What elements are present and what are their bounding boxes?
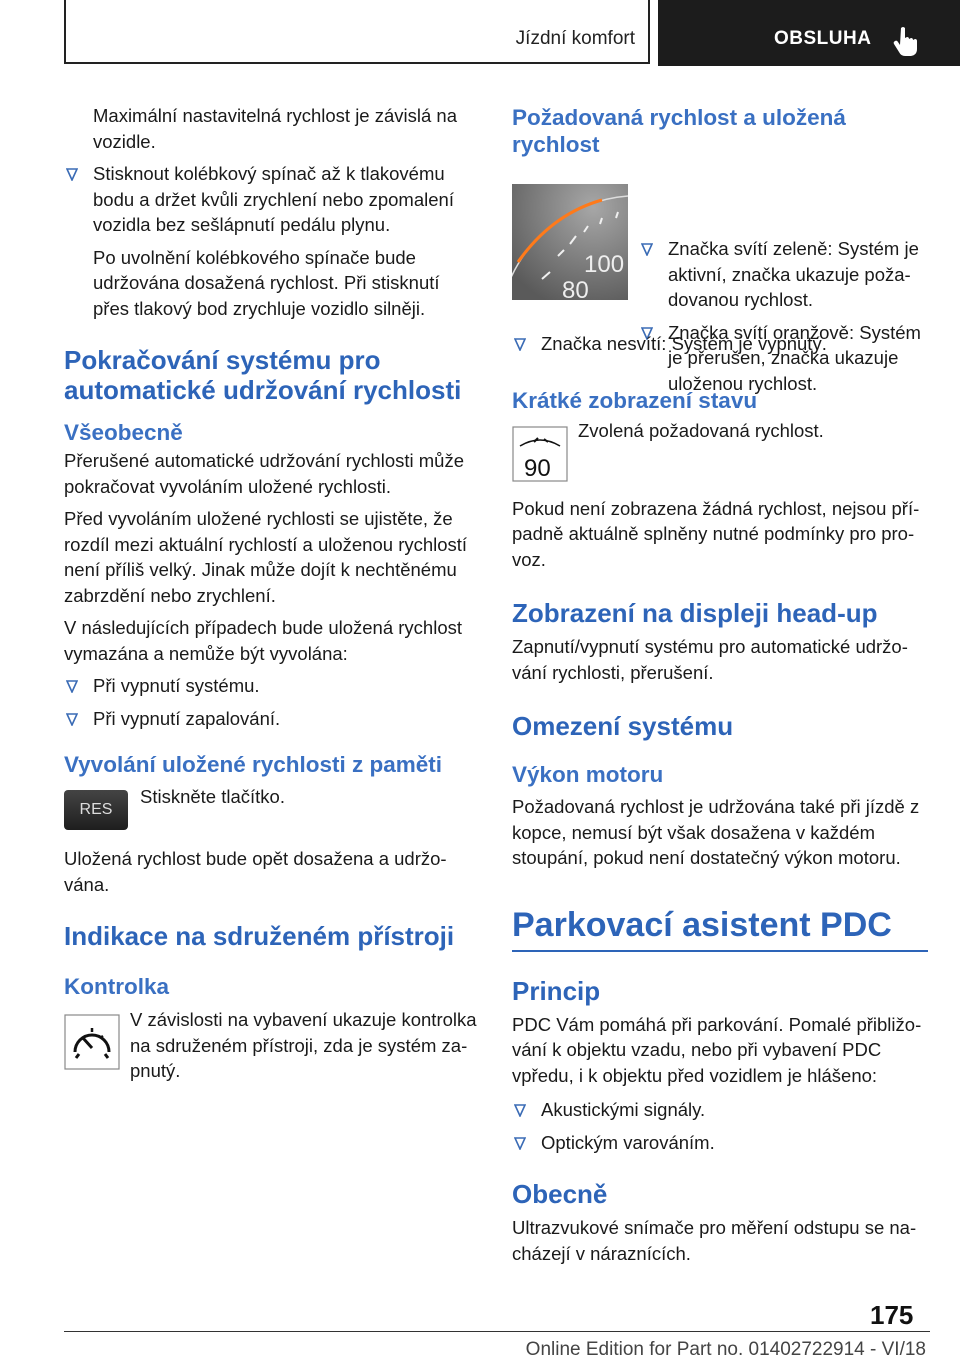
list-item-text: Při vypnutí zapalování. xyxy=(93,707,281,729)
subsection-heading: Kontrolka xyxy=(64,974,170,999)
subsection-heading: Všeobecně xyxy=(64,420,183,445)
speedometer-image xyxy=(512,184,628,300)
hand-pointer-icon xyxy=(893,26,919,56)
status-row xyxy=(512,419,928,496)
subsection-heading: Vyvolání uložené rychlosti z paměti xyxy=(64,752,443,777)
paragraph: Přerušené automatické udržování rychlosti může pokračovat vyvoláním uložené rychlosti. xyxy=(64,450,464,497)
list-item-text: Stisknout kolébkový spínač až k tlakovému bodu a držet kvůli zrychlení nebo zpomalení vozidla bez sešlápnutí pedálu plynu. xyxy=(93,163,454,235)
speed-value: 90 xyxy=(524,454,551,482)
gauge-label-100: 100 xyxy=(584,251,625,278)
paragraph: Po uvolnění kolébkového spínače bude udržována dosažená rychlost. Při stisknutí přes tlakový bod zrychluje vozidlo silněji. xyxy=(93,246,440,319)
header-underline xyxy=(64,62,650,64)
res-button: RES xyxy=(64,790,128,830)
res-row xyxy=(64,786,479,834)
chapter-heading-rule xyxy=(512,950,928,952)
list-item xyxy=(512,1130,928,1156)
cruise-control-indicator-icon xyxy=(64,1014,120,1070)
indicator-text: V závislosti na vybavení ukazuje kontrolka na sdruženém přístroji, zda je systém zapnutý. xyxy=(130,1009,477,1081)
list-item xyxy=(64,673,479,699)
chapter-heading: Parkovací asistent PDC xyxy=(512,905,892,944)
header-divider xyxy=(648,0,650,64)
paragraph: Zapnutí/vypnutí systému pro automatické udržování rychlosti, přerušení. xyxy=(512,636,908,683)
page-number: 175 xyxy=(870,1300,914,1330)
bullet-triangle-icon xyxy=(66,163,78,181)
left-column xyxy=(64,103,479,1090)
edition-note: Online Edition for Part no. 01402722914 - VI/18 xyxy=(525,1339,926,1360)
section-heading: Zobrazení na displeji head-up xyxy=(512,598,878,628)
bullet-triangle-icon xyxy=(514,1132,526,1150)
chapter-title: OBSLUHA xyxy=(774,28,872,49)
subsection-heading: Krátké zobrazení stavu xyxy=(512,387,758,413)
paragraph: Ultrazvukové snímače pro měření odstupu se nacházejí v náraznících. xyxy=(512,1217,917,1264)
bullet-triangle-icon xyxy=(641,238,653,256)
paragraph: Požadovaná rychlost je udržována také při jízdě z kopce, nemusí být však dosažena v každém stoupání, pokud není dostatečný výkon motoru. xyxy=(512,796,920,868)
list-item xyxy=(64,706,479,732)
header-divider xyxy=(64,0,66,62)
bullet-triangle-icon xyxy=(66,708,78,726)
list-item xyxy=(512,1097,928,1123)
list-item-text: Akustickými signály. xyxy=(541,1099,706,1120)
paragraph: V následujících případech bude uložená rychlost vymazána a nemůže být vyvolána: xyxy=(64,617,463,664)
subsection-heading: Výkon motoru xyxy=(512,762,664,787)
bullet-triangle-icon xyxy=(514,1099,526,1117)
list-item-text: Značka svítí oranžově: Systém je přerušen, značka ukazuje uloženou rychlost. xyxy=(668,321,921,394)
status-text: Zvolená požadovaná rychlost. xyxy=(578,419,824,441)
gauge-label-80: 80 xyxy=(562,277,589,300)
set-speed-display-icon xyxy=(512,426,568,482)
section-heading: Omezení systému xyxy=(512,711,734,741)
paragraph: Před vyvoláním uložené rychlosti se ujistěte, že rozdíl mezi aktuální rychlostí a uloženou rychlostí není příliš velký. Jinak může dojít k nechtěnému zabrzdění nebo zrychlení. xyxy=(64,508,468,606)
paragraph: PDC Vám pomáhá při parkování. Pomalé přibližování k objektu vzadu, nebo při vybavení PDC vpředu, i k objektu před vozidlem je hlášeno: xyxy=(512,1013,922,1086)
bullet-triangle-icon xyxy=(66,675,78,693)
paragraph: Pokud není zobrazena žádná rychlost, nejsou případně aktuálně splněny nutné podmínky pro provoz. xyxy=(512,497,920,570)
footer-rule xyxy=(64,1331,930,1332)
section-title: Jízdní komfort xyxy=(515,28,635,49)
indicator-row xyxy=(64,1010,479,1090)
paragraph: Uložená rychlost bude opět dosažena a udržována. xyxy=(64,848,447,895)
section-heading: Pokračování systému pro automatické udržování rychlosti xyxy=(64,345,462,405)
list-item-text: Při vypnutí systému. xyxy=(93,675,260,696)
res-text: Stiskněte tlačítko. xyxy=(140,786,285,807)
section-heading: Obecně xyxy=(512,1179,608,1209)
section-heading: Indikace na sdruženém přístroji xyxy=(64,921,455,951)
section-heading: Princip xyxy=(512,975,601,1006)
list-item xyxy=(639,236,928,313)
right-column xyxy=(512,104,928,1266)
list-item-text: Značka nesvítí: Systém je vypnutý. xyxy=(541,333,827,354)
paragraph: Maximální nastavitelná rychlost je závislá na vozidle. xyxy=(93,105,457,152)
bullet-triangle-icon xyxy=(514,333,526,351)
list-item xyxy=(64,161,479,238)
list-item xyxy=(512,331,928,357)
subsection-heading: Požadovaná rychlost a uložená rychlost xyxy=(512,105,846,157)
list-item-text: Optickým varováním. xyxy=(541,1131,715,1153)
list-item-text: Značka svítí zeleně: Systém je aktivní, značka ukazuje požadovanou rychlost. xyxy=(668,238,919,310)
